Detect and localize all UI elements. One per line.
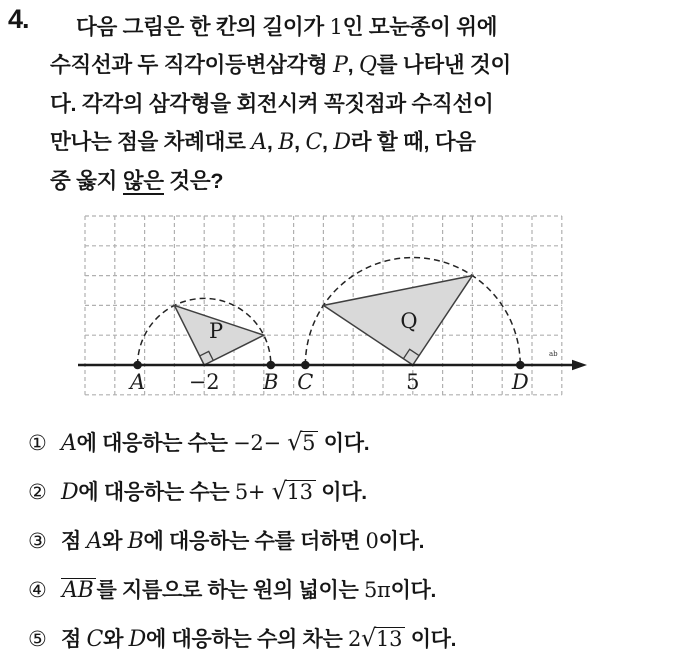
- question-line-4-text: 만나는 점을 차례대로: [50, 130, 252, 154]
- option-5-mid2: 에 대응하는 수의 차는: [145, 628, 348, 651]
- point-label-−2: −2: [188, 370, 220, 394]
- option-5-mid: 와: [103, 628, 129, 651]
- option-5-text: 점: [61, 628, 87, 651]
- answer-options: [28, 427, 456, 664]
- separator: ,: [321, 130, 334, 154]
- triangle-label-Q: Q: [400, 308, 418, 333]
- separator: ,: [294, 130, 306, 154]
- question-line-5-tail: 것은?: [163, 169, 224, 193]
- axis-arrowhead: [572, 360, 587, 370]
- option-2-tail: 이다.: [315, 481, 367, 504]
- math-letter-C: C: [86, 627, 104, 652]
- point-dot-B: [267, 361, 276, 370]
- segment-AB-overline: AB: [61, 578, 96, 604]
- radicand: 13: [374, 627, 405, 652]
- radical-sign-icon: √: [271, 477, 287, 505]
- point-label-A: A: [129, 370, 146, 394]
- separator: ,: [347, 53, 359, 77]
- option-3-number: ③: [28, 529, 47, 553]
- question-line-2-tail: 를 나타낸 것이: [376, 53, 511, 77]
- math-letter-D: D: [333, 130, 351, 155]
- math-expression: 5+: [234, 480, 272, 504]
- math-number-2: 2: [347, 627, 362, 651]
- math-letter-A: A: [86, 529, 103, 554]
- math-letter-C: C: [305, 130, 322, 155]
- point-label-C: C: [297, 370, 314, 394]
- point-dot-A: [133, 361, 142, 370]
- question-line-5: [50, 162, 662, 200]
- question-line-4-tail: 라 할 때, 다음: [350, 130, 476, 154]
- point-label-B: B: [263, 370, 279, 394]
- math-letter-Q: Q: [359, 53, 377, 78]
- underlined-word: 않은: [122, 169, 164, 193]
- option-4-text: 를 지름으로 하는 원의 넓이는: [96, 579, 364, 602]
- option-1-tail: 이다.: [318, 432, 370, 455]
- option-2: [28, 476, 456, 507]
- option-2-number: ②: [28, 480, 47, 504]
- radical-expression: [272, 477, 316, 505]
- option-3-tail: 이다.: [378, 530, 425, 553]
- point-dot-C: [301, 361, 310, 370]
- math-expression: −2−: [233, 431, 288, 455]
- question-line-5-text: 중 옳지: [50, 169, 123, 193]
- radical-sign-icon: √: [361, 624, 377, 652]
- option-4: [28, 574, 456, 605]
- math-letter-B: B: [127, 529, 144, 554]
- figure-diagram: [60, 205, 600, 403]
- math-letter-P: P: [333, 53, 348, 78]
- question-number: 4.: [8, 4, 29, 34]
- option-3: [28, 525, 456, 556]
- math-number-0: 0: [365, 529, 379, 553]
- option-3-mid2: 에 대응하는 수를 더하면: [143, 530, 366, 553]
- axis-tiny-label: ab: [549, 350, 558, 358]
- option-3-mid: 와: [102, 530, 128, 553]
- math-letter-A: A: [251, 130, 267, 155]
- triangle-Q: [323, 276, 472, 365]
- math-letter-B: B: [278, 130, 295, 155]
- question-line-2-text: 수직선과 두 직각이등변삼각형: [50, 53, 334, 77]
- option-5-number: ⑤: [28, 627, 47, 651]
- math-number-5pi: 5π: [363, 578, 391, 602]
- point-label-5: 5: [406, 370, 420, 394]
- math-number-1: 1: [329, 15, 343, 39]
- question-line-1-tail: 인 모눈종이 위에: [342, 15, 498, 39]
- question-line-1-text: 다음 그림은 한 칸의 길이가: [76, 15, 330, 39]
- option-3-text: 점: [61, 530, 87, 553]
- option-5: [28, 623, 456, 654]
- option-1: [28, 427, 456, 458]
- radical-expression: [361, 624, 405, 652]
- option-1-number: ①: [28, 431, 47, 455]
- question-line-3: 다. 각각의 삼각형을 회전시켜 꼭짓점과 수직선이: [50, 92, 494, 116]
- option-4-number: ④: [28, 578, 47, 602]
- triangle-label-P: P: [209, 319, 224, 344]
- point-dot-D: [516, 361, 525, 370]
- question-line-2: [50, 46, 662, 85]
- question-text: [50, 8, 662, 200]
- radicand: 5: [300, 431, 318, 456]
- option-2-text: 에 대응하는 수는: [78, 481, 235, 504]
- option-4-tail: 이다.: [390, 579, 437, 602]
- radicand: 13: [285, 480, 316, 505]
- math-letter-A: A: [61, 431, 77, 456]
- radical-sign-icon: √: [287, 428, 303, 456]
- point-label-D: D: [511, 370, 529, 394]
- question-line-4: [50, 123, 662, 162]
- question-line-1: [50, 8, 662, 46]
- math-letter-D: D: [61, 480, 79, 505]
- separator: ,: [266, 130, 279, 154]
- option-5-tail: 이다.: [405, 628, 457, 651]
- math-letter-D: D: [128, 627, 146, 652]
- radical-expression: [287, 428, 318, 456]
- option-1-text: 에 대응하는 수는: [76, 432, 234, 455]
